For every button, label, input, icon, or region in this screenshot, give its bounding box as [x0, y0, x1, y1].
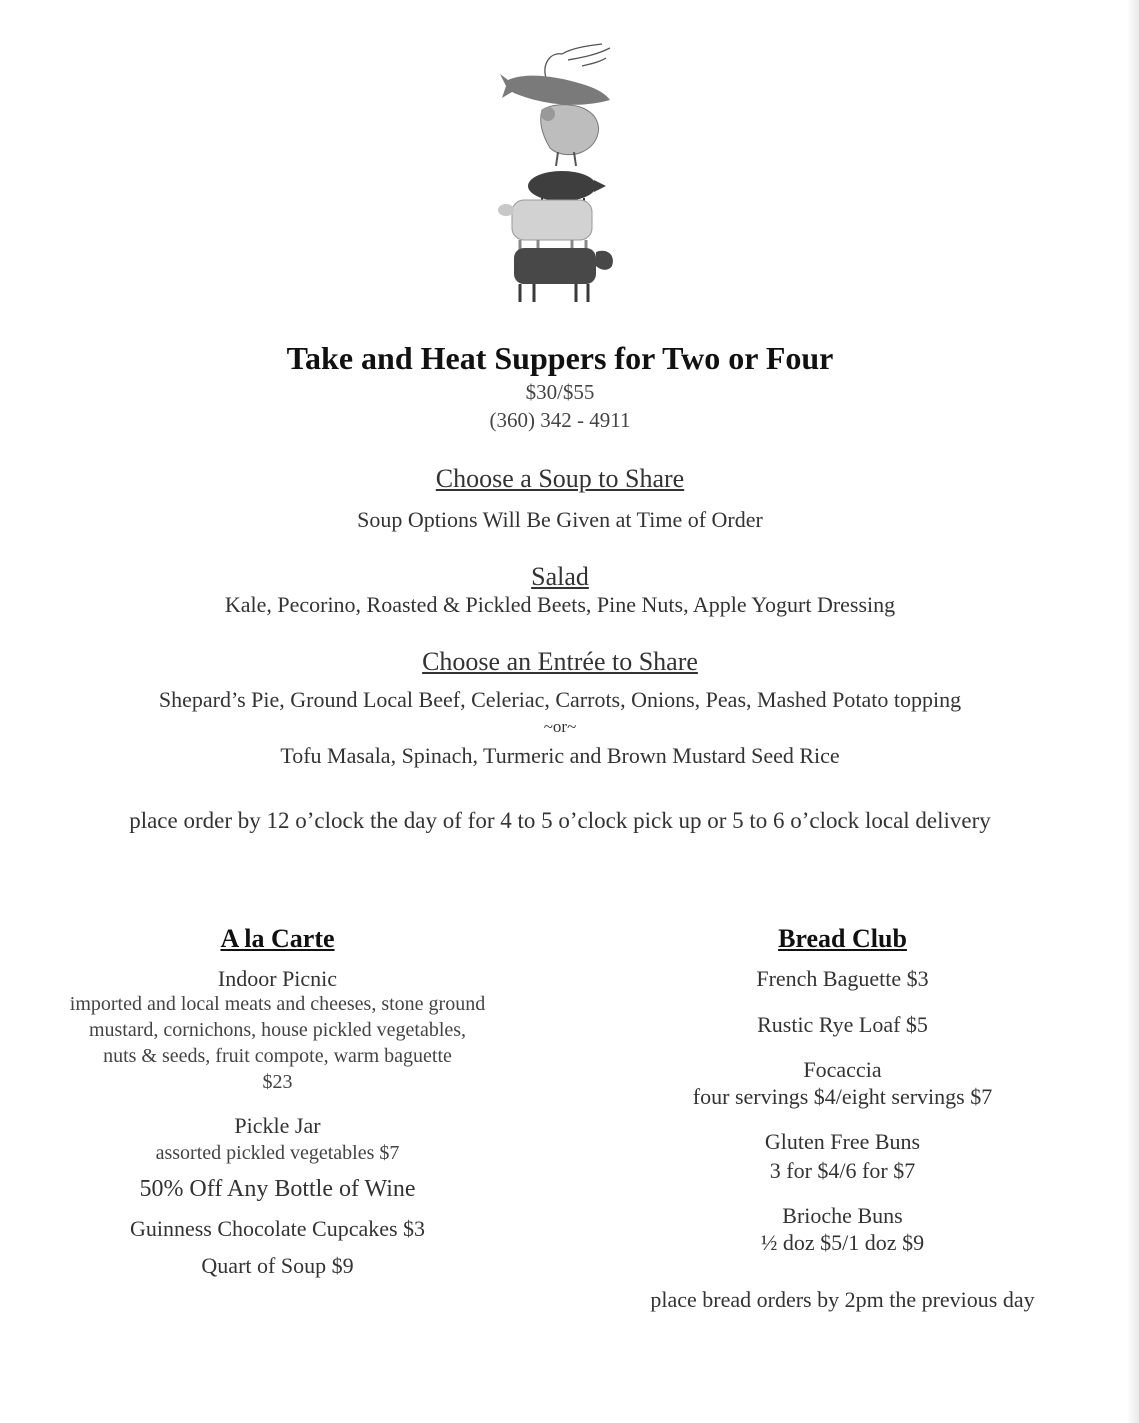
rye-item: Rustic Rye Loaf $5 — [757, 1012, 928, 1037]
brioche-price: ½ doz $5/1 doz $9 — [760, 1230, 925, 1255]
bread-order-note: place bread orders by 2pm the previous day — [650, 1287, 1035, 1312]
cupcakes-item: Guinness Chocolate Cupcakes $3 — [129, 1216, 426, 1241]
indoor-picnic-name: Indoor Picnic — [217, 966, 338, 991]
indoor-picnic-desc-2: mustard, cornichons, house pickled vegetables, — [88, 1019, 467, 1041]
wine-offer: 50% Off Any Bottle of Wine — [139, 1176, 416, 1202]
bread-club-heading: Bread Club — [778, 924, 907, 953]
salad-text: Kale, Pecorino, Roasted & Pickled Beets, Pine Nuts, Apple Yogurt Dressing — [224, 592, 896, 617]
gluten-free-name: Gluten Free Buns — [764, 1129, 921, 1154]
entree-option-1: Shepard’s Pie, Ground Local Beef, Celeriac, Carrots, Onions, Peas, Mashed Potato topping — [158, 687, 962, 712]
phone-number: (360) 342 - 4911 — [489, 408, 631, 432]
baguette-item: French Baguette $3 — [756, 966, 929, 991]
page-edge-shadow — [1127, 0, 1139, 1423]
indoor-picnic-price: $23 — [262, 1071, 293, 1093]
focaccia-name: Focaccia — [803, 1057, 882, 1082]
pickle-jar-desc: assorted pickled vegetables $7 — [155, 1142, 400, 1164]
entree-option-2: Tofu Masala, Spinach, Turmeric and Brown Mustard Seed Rice — [280, 743, 840, 768]
soup-heading: Choose a Soup to Share — [435, 464, 685, 493]
alacarte-heading: A la Carte — [220, 924, 335, 953]
stacked-animals-illustration — [498, 40, 620, 305]
soup-text: Soup Options Will Be Given at Time of Order — [357, 507, 763, 532]
brioche-name: Brioche Buns — [782, 1203, 903, 1228]
entree-separator: ~or~ — [543, 717, 577, 736]
salad-heading: Salad — [531, 562, 589, 591]
quart-soup-item: Quart of Soup $9 — [201, 1253, 354, 1278]
gluten-free-price: 3 for $4/6 for $7 — [769, 1158, 916, 1183]
focaccia-price: four servings $4/eight servings $7 — [692, 1084, 993, 1109]
entree-heading: Choose an Entrée to Share — [422, 647, 698, 676]
supper-price: $30/$55 — [525, 380, 595, 404]
order-note: place order by 12 o’clock the day of for 4 to 5 o’clock pick up or 5 to 6 o’clock local delivery — [129, 808, 991, 833]
pickle-jar-name: Pickle Jar — [234, 1113, 321, 1138]
indoor-picnic-desc-3: nuts & seeds, fruit compote, warm baguette — [103, 1045, 452, 1067]
menu-title: Take and Heat Suppers for Two or Four — [286, 340, 834, 376]
indoor-picnic-desc-1: imported and local meats and cheeses, stone ground — [69, 993, 486, 1015]
